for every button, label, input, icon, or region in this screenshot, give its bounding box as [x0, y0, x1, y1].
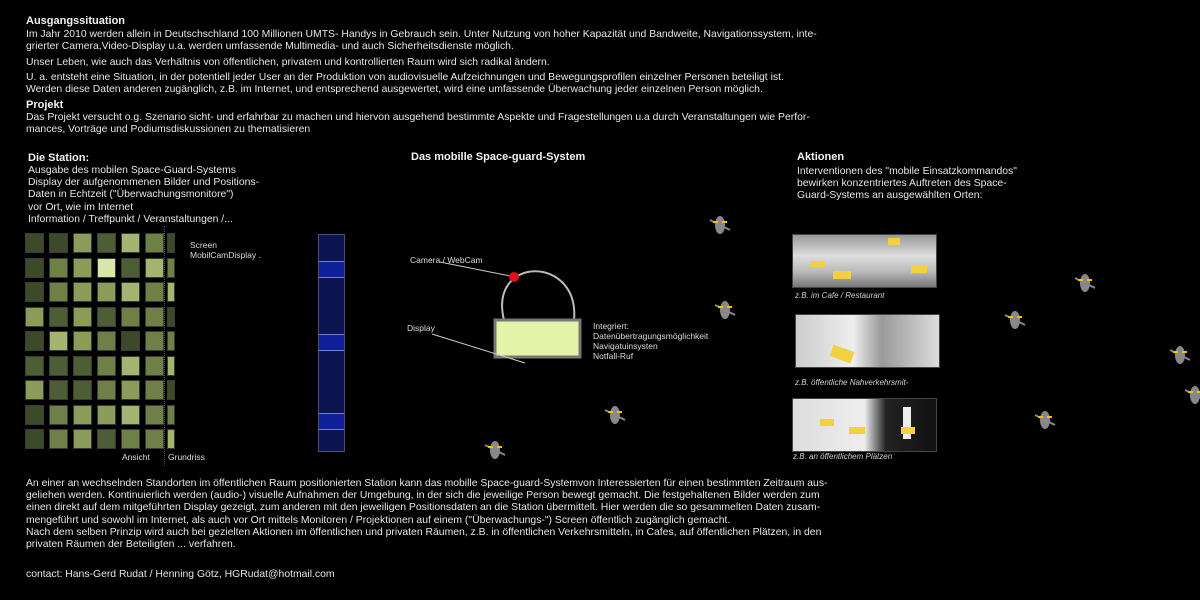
- grid-cell: [49, 307, 68, 327]
- camera-icon: [509, 272, 519, 282]
- grid-cell: [49, 282, 68, 302]
- grid-cell: [167, 429, 175, 449]
- station-text: Ausgabe des mobilen Space-Guard-Systems Display der aufgenommenen Bilder und Positions- Daten in Echtzeit ("Überwachungsmonitore") vor Ort, wie im Internet Information / Treffpunkt / Veranstaltungen /...: [28, 165, 260, 225]
- grid-cell: [25, 258, 44, 278]
- marker: [911, 265, 927, 273]
- grid-cell: [73, 331, 92, 351]
- heading-ausgangssituation: Ausgangssituation: [26, 15, 126, 27]
- person-figure: [903, 407, 911, 439]
- integrated-label: Integriert: Datenübertragungsmöglichkeit Navigatuinsysten Notfall-Ruf: [593, 321, 709, 361]
- label-grundriss: Grundriss: [168, 452, 205, 462]
- grid-cell: [49, 356, 68, 376]
- grid-cell: [167, 307, 175, 327]
- grid-cell: [25, 405, 44, 425]
- grid-cell: [145, 331, 164, 351]
- grid-cell: [145, 258, 164, 278]
- grid-cell: [167, 282, 175, 302]
- contact-line: contact: Hans-Gerd Rudat / Henning Götz, HGRudat@hotmail.com: [26, 569, 335, 580]
- grid-cell: [167, 356, 175, 376]
- grid-cell: [97, 282, 116, 302]
- intro-paragraph-1: Im Jahr 2010 werden allein in Deutschschland 100 Millionen UMTS- Handys in Gebrauch sein. Unter Nutzung von hoher Kapazität und Bandweite, Navigationssystem, inte- grierter Camera,Video-Display u.a. werden umfassende Multimedia- und auch Sicherheitsdienste möglich.: [26, 29, 817, 53]
- grid-cell: [73, 429, 92, 449]
- grid-cell: [25, 356, 44, 376]
- grid-cell: [73, 233, 92, 253]
- grid-cell: [73, 258, 92, 278]
- caption-nahverkehr: z.B. öffentliche Nahverkehrsmit-: [795, 378, 909, 387]
- grid-cell: [97, 405, 116, 425]
- label-ansicht: Ansicht: [122, 452, 150, 462]
- marker: [830, 345, 855, 364]
- grid-cell: [97, 356, 116, 376]
- grid-cell: [121, 233, 140, 253]
- projekt-paragraph: Das Projekt versucht o.g. Szenario sicht- und erfahrbar zu machen und hiervon ausgehend bestimmte Aspekte und Fragestellungen u.a durch Veranstaltungen wie Perfor- mances, Vorträge und Podiumsdiskussionen zu thematisieren: [26, 112, 810, 136]
- grid-cell: [121, 331, 140, 351]
- grid-cell: [97, 258, 116, 278]
- photo-cafe: [792, 234, 937, 288]
- grid-cell: [145, 356, 164, 376]
- grid-cell: [97, 233, 116, 253]
- display-label: Display: [407, 323, 435, 333]
- grid-cell: [145, 282, 164, 302]
- heading-aktionen: Aktionen: [797, 151, 845, 163]
- grid-cell: [97, 380, 116, 400]
- grid-cell: [121, 429, 140, 449]
- grid-cell: [145, 429, 164, 449]
- person-figure-icon: [705, 210, 735, 245]
- person-figure-icon: [1030, 405, 1060, 440]
- station-grid-grundriss: [167, 233, 176, 455]
- grid-cell: [167, 405, 175, 425]
- grid-cell: [25, 307, 44, 327]
- screen-highlight: [319, 261, 344, 278]
- person-figure-icon: [1165, 340, 1195, 375]
- grid-cell: [167, 233, 175, 253]
- grid-cell: [121, 356, 140, 376]
- grid-cell: [49, 380, 68, 400]
- grid-cell: [73, 356, 92, 376]
- screen-highlight: [319, 334, 344, 351]
- screen-highlight: [319, 413, 344, 430]
- marker: [901, 427, 915, 434]
- grid-cell: [145, 233, 164, 253]
- grid-cell: [25, 380, 44, 400]
- grid-cell: [49, 429, 68, 449]
- grid-cell: [73, 307, 92, 327]
- marker: [833, 271, 851, 279]
- grid-cell: [121, 405, 140, 425]
- grid-cell: [145, 307, 164, 327]
- grid-cell: [73, 282, 92, 302]
- camera-pointer-line: [440, 262, 510, 276]
- grid-cell: [97, 307, 116, 327]
- caption-plaetze: z.B. an öffentlichem Plätzen: [793, 452, 893, 461]
- intro-paragraph-2: Unser Leben, wie auch das Verhältnis von öffentlichen, privatem und kontrollierten Raum wird sich radikal ändern.: [26, 57, 550, 68]
- grid-cell: [145, 380, 164, 400]
- heading-system: Das mobille Space-guard-System: [411, 151, 586, 163]
- grid-cell: [145, 405, 164, 425]
- grid-cell: [73, 405, 92, 425]
- grid-cell: [49, 233, 68, 253]
- caption-cafe: z.B. im Cafe / Restaurant: [795, 291, 885, 300]
- body-paragraph: An einer an wechselnden Standorten im öffentlichen Raum positionierten Station kann das mobille Space-guard-Systemvon Interessierten für einen bestimmten Zeitraum aus- geliehen werden. Kontinuierlich werden (audio-) visuelle Aufnahmen der Umgebung, in der sich die jeweilige Person bewegt gemacht. Die festgehaltenen Bilder werden zum einen direkt auf dem mitgeführten Display gezeigt, zum anderen mit den jeweiligen Positionsdaten an die Station übermittelt. Hier werden die so gesammelten Daten zusam- mengeführt und sowohl im Internet, als auch vor Ort mittels Monitoren / Projektionen auf einem ("Überwachungs-") Screen öffentlich zugänglich gemacht. Nach dem selben Prinzip wird auch bei gezielten Aktionen im öffentlichen und privaten Räumen, z.B. in öffentlichen Verkehrsmitteln, in Cafes, auf öffentlichen Plätzen, in den privaten Räumen der Beteiligten ... verfahren.: [26, 478, 828, 551]
- person-figure-icon: [1070, 268, 1100, 303]
- marker: [849, 427, 865, 434]
- grid-cell: [167, 331, 175, 351]
- aktionen-text: Interventionen des "mobile Einsatzkommandos" bewirken konzentriertes Auftreten des Space- Guard-Systems an ausgewählten Orten:: [797, 166, 1017, 202]
- photo-nahverkehr: [795, 314, 940, 368]
- grid-cell: [121, 258, 140, 278]
- person-figure-icon: [480, 435, 510, 470]
- marker: [820, 419, 834, 426]
- grid-cell: [25, 429, 44, 449]
- grid-cell: [25, 331, 44, 351]
- grid-cell: [49, 331, 68, 351]
- grid-cell: [25, 233, 44, 253]
- grid-cell: [121, 282, 140, 302]
- display-icon: [495, 320, 580, 357]
- grid-cell: [73, 380, 92, 400]
- grid-cell: [25, 282, 44, 302]
- photo-plaetze: [792, 398, 937, 452]
- person-figure-icon: [1000, 305, 1030, 340]
- grid-cell: [121, 307, 140, 327]
- screen-blue-bar: [318, 234, 345, 452]
- grid-cell: [49, 405, 68, 425]
- person-figure-icon: [600, 400, 630, 435]
- grid-cell: [97, 429, 116, 449]
- heading-projekt: Projekt: [26, 99, 64, 111]
- intro-paragraph-3: U. a. entsteht eine Situation, in der potentiell jeder User an der Produktion von audiovisuelle Aufzeichnungen und Bewegungsprofilen einzelner Personen beteiligt ist. Werden diese Daten anderen zugänglich, z.B. im Internet, und entsprechend ausgewertet, wird eine umfassende Überwachung jeder einzelnen Person möglich.: [26, 72, 784, 96]
- marker: [888, 238, 900, 245]
- grid-cell: [97, 331, 116, 351]
- grid-cell: [167, 380, 175, 400]
- person-figure-icon: [1180, 380, 1200, 415]
- device-diagram: [400, 250, 600, 370]
- camera-label: Camera / WebCam: [410, 255, 483, 265]
- grid-cell: [121, 380, 140, 400]
- grid-cell: [167, 258, 175, 278]
- screen-label: Screen MobilCamDisplay .: [190, 240, 261, 260]
- marker: [811, 261, 825, 267]
- station-grid-ansicht: [25, 233, 170, 455]
- person-figure-icon: [710, 295, 740, 330]
- heading-station: Die Station:: [28, 152, 90, 164]
- divider-line: [164, 226, 166, 466]
- grid-cell: [49, 258, 68, 278]
